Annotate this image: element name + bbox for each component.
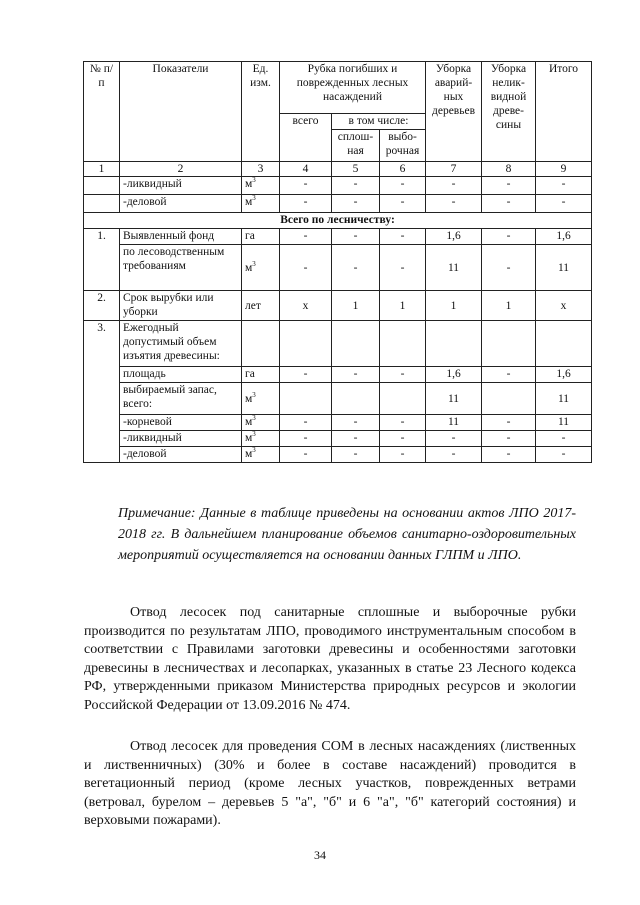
header-cleanup: Уборка аварий-ных деревьев — [426, 62, 482, 162]
header-total: Итого — [536, 62, 592, 162]
header-felling: Рубка погибших и поврежденных лесных насаждений — [280, 62, 426, 114]
table-row: -деловой $м^3$ - - - - - - — [84, 447, 592, 463]
colnum: 6 — [380, 162, 426, 177]
header-clear: сплош-ная — [332, 130, 380, 162]
colnum: 3 — [242, 162, 280, 177]
row-label: Ежегодный допустимый объем изъятия древесины: — [120, 321, 242, 367]
table-row: -деловой $м^3$ - - - - - - — [84, 195, 592, 213]
header-total-all: всего — [280, 114, 332, 162]
table-row: -корневой $м^3$ - - - 11 - 11 — [84, 415, 592, 431]
paragraph-allotment: Отвод лесосек под санитарные сплошные и выборочные рубки производится по результатам ЛПО, проводимого инструментальным способом в соответствии с Правилами заготовки древесины и особенностями заготовки древесины в лесничествах и лесопарках, указанных в статье 23 Лесного кодекса РФ, утвержденными приказом Министерства природных ресурсов и экологии Российской Федерации от 13.09.2016 № 474. — [84, 605, 576, 713]
header-nonliquid: Уборка нелик-видной древе-сины — [482, 62, 536, 162]
row-label: по лесоводственным требованиям — [120, 245, 242, 291]
row-label: Срок вырубки или уборки — [120, 291, 242, 321]
colnum: 1 — [84, 162, 120, 177]
page-number: 34 — [314, 848, 326, 862]
column-numbers-row — [84, 162, 592, 177]
colnum: 7 — [426, 162, 482, 177]
colnum: 2 — [120, 162, 242, 177]
row-label: Выявленный фонд — [120, 229, 242, 245]
header-indicator: Показатели — [120, 62, 242, 162]
colnum: 5 — [332, 162, 380, 177]
table-row: площадь га - - - 1,6 - 1,6 — [84, 367, 592, 383]
table-row: -ликвидный $м^3$ - - - - - - — [84, 431, 592, 447]
header-selective: выбо-рочная — [380, 130, 426, 162]
section-row — [84, 213, 592, 229]
colnum: 4 — [280, 162, 332, 177]
row-label: -деловой — [120, 447, 242, 463]
row-label: -корневой — [120, 415, 242, 431]
header-num: № п/п — [84, 62, 120, 162]
table-row: по лесоводственным требованиям $м^3$ - - - 11 - 11 — [84, 245, 592, 291]
row-label: -ликвидный — [120, 431, 242, 447]
row-label: выбираемый запас, всего: — [120, 383, 242, 415]
section-title: Всего по лесничеству: — [84, 213, 592, 229]
forest-data-table — [83, 61, 592, 463]
colnum: 8 — [482, 162, 536, 177]
header-unit: Ед. изм. — [242, 62, 280, 162]
header-including: в том числе: — [332, 114, 426, 130]
paragraph-som-allotment: Отвод лесосек для проведения СОМ в лесных насаждениях (лиственных и лиственничных) (30% и более в составе насаждений) проводится в вегетационный период (кроме лесных участков, поврежденных ветрами (ветровал, бурелом – деревьев 5 "а", "б" и 6 "а", "б" категорий состояния) и верховыми пожарами). — [84, 739, 576, 828]
table-row: 1. Выявленный фонд га - - - 1,6 - 1,6 — [84, 229, 592, 245]
row-label: -ликвидный — [120, 177, 242, 195]
table-row: 2. Срок вырубки или уборки лет х 1 1 1 1 х — [84, 291, 592, 321]
table-note: Примечание: Данные в таблице приведены на основании актов ЛПО 2017-2018 гг. В дальнейшем планирование объемов санитарно-оздоровительных мероприятий осуществляется на основании данных ГЛПМ и ЛПО. — [118, 506, 576, 563]
table-row: -ликвидный $м^3$ - - - - - - — [84, 177, 592, 195]
header-row — [84, 62, 592, 114]
colnum: 9 — [536, 162, 592, 177]
table-row: выбираемый запас, всего: $м^3$ 11 11 — [84, 383, 592, 415]
row-label: площадь — [120, 367, 242, 383]
table-row: 3. Ежегодный допустимый объем изъятия древесины: — [84, 321, 592, 367]
row-label: -деловой — [120, 195, 242, 213]
